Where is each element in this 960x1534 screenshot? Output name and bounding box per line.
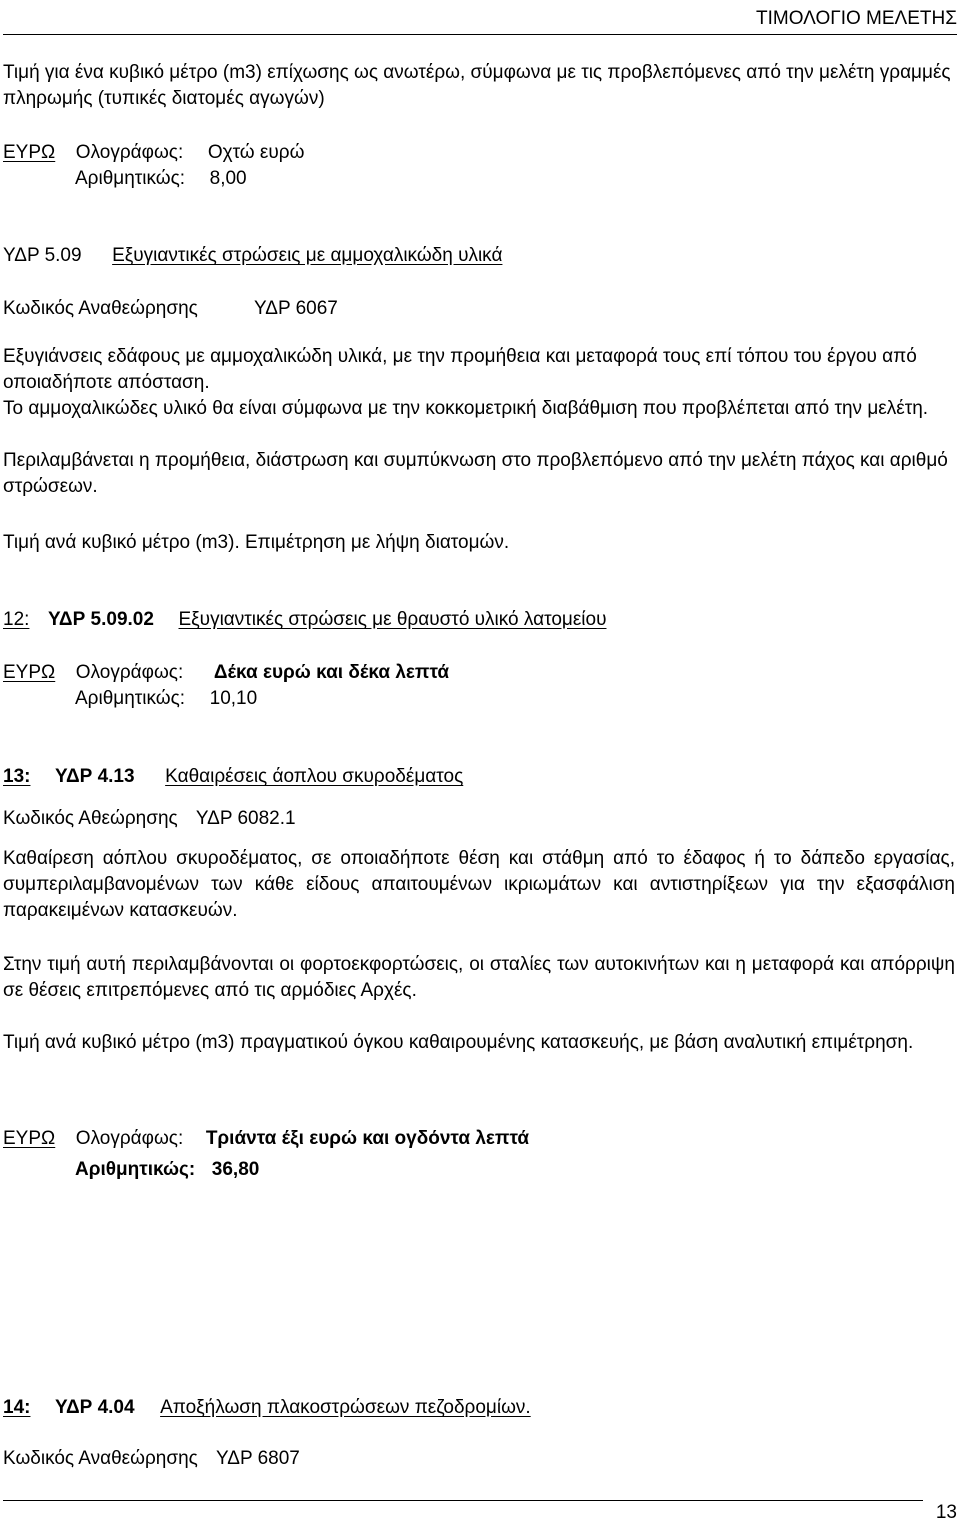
item-heading <box>3 607 606 633</box>
intro-paragraph: Τιμή για ένα κυβικό μέτρο (m3) επίχωσης ως ανωτέρω, σύμφωνα με τις προβλεπόμενες από την μελέτη γραμμές πληρωμής (τυπικές διατομές αγωγών) <box>3 62 951 109</box>
words-label: Ολογράφως: <box>75 662 184 683</box>
revision-label: Κωδικός Αθεώρησης <box>3 808 178 829</box>
revision-code-row <box>3 1446 300 1472</box>
intro-price-words-row <box>3 140 304 166</box>
paragraph: Περιλαμβάνεται η προμήθεια, διάστρωση και συμπύκνωση στο προβλεπόμενο από την μελέτη πάχος και αριθμό στρώσεων. <box>3 450 948 497</box>
revision-code: ΥΔΡ 6807 <box>216 1448 300 1469</box>
words-label: Ολογράφως: <box>75 142 184 163</box>
section-code: ΥΔΡ 5.09 <box>3 245 82 266</box>
price-digits: 10,10 <box>209 688 258 709</box>
item-number: 14: <box>3 1397 31 1418</box>
digits-label: Αριθμητικώς: <box>75 1159 196 1180</box>
price-digits: 8,00 <box>209 168 247 189</box>
revision-label: Κωδικός Αναθεώρησης <box>3 1448 198 1469</box>
digits-label: Αριθμητικώς: <box>75 168 186 189</box>
paragraph: Το αμμοχαλικώδες υλικό θα είναι σύμφωνα με την κοκκομετρική διαβάθμιση που προβλέπεται από την μελέτη. <box>3 398 929 419</box>
section-heading <box>3 243 502 269</box>
section-title: Εξυγιαντικές στρώσεις με αμμοχαλικώδη υλικά <box>112 245 503 266</box>
header-divider <box>3 34 957 35</box>
price-digits: 36,80 <box>211 1159 260 1180</box>
euro-label: ΕΥΡΩ <box>3 142 56 163</box>
item-number: 12: <box>3 609 30 630</box>
page-number: 13 <box>935 1502 957 1523</box>
paragraph: Εξυγιάνσεις εδάφους με αμμοχαλικώδη υλικά, με την προμήθεια και μεταφορά τους επί τόπου του έργου από οποιαδήποτε απόσταση. <box>3 346 917 393</box>
revision-code: ΥΔΡ 6082.1 <box>195 808 296 829</box>
price-words: Οχτώ ευρώ <box>207 142 305 163</box>
revision-code: ΥΔΡ 6067 <box>254 298 338 319</box>
document-header-title: ΤΙΜΟΛΟΓΙΟ ΜΕΛΕΤΗΣ <box>756 8 957 29</box>
intro-price-digits-row <box>75 166 247 192</box>
revision-code-row <box>3 806 296 832</box>
price-words-row <box>3 660 449 686</box>
revision-label: Κωδικός Αναθεώρησης <box>3 298 198 319</box>
item-code: ΥΔΡ 4.13 <box>55 766 135 787</box>
item-heading <box>3 1395 531 1421</box>
item-title: Εξυγιαντικές στρώσεις με θραυστό υλικό λατομείου <box>178 609 607 630</box>
euro-label: ΕΥΡΩ <box>3 1128 56 1149</box>
paragraph: Καθαίρεση αόπλου σκυροδέματος, σε οποιαδήποτε θέση και στάθμη από το έδαφος ή το δάπεδο εργασίας, συμπεριλαμβανομένων των κάθε είδους απαιτουμένων ικριωμάτων και αντιστηρίξεων για την εξασφάλιση παρακειμένων κατασκευών. <box>3 848 955 921</box>
price-digits-row <box>75 686 257 712</box>
digits-label: Αριθμητικώς: <box>75 688 186 709</box>
words-label: Ολογράφως: <box>75 1128 184 1149</box>
item-code: ΥΔΡ 5.09.02 <box>47 609 154 630</box>
revision-code-row <box>3 296 338 322</box>
paragraph: Τιμή ανά κυβικό μέτρο (m3) πραγματικού όγκου καθαιρουμένης κατασκευής, με βάση αναλυτική επιμέτρηση. <box>3 1032 914 1053</box>
paragraph: Στην τιμή αυτή περιλαμβάνονται οι φορτοεκφορτώσεις, οι σταλίες των αυτοκινήτων και η μεταφορά και απόρριψη σε θέσεις επιτρεπόμενες από τις αρμόδιες Αρχές. <box>3 954 955 1001</box>
item-number: 13: <box>3 766 31 787</box>
price-words-row <box>3 1126 529 1152</box>
item-title: Αποξήλωση πλακοστρώσεων πεζοδρομίων. <box>160 1397 531 1418</box>
item-heading <box>3 764 463 790</box>
price-digits-row <box>75 1157 259 1183</box>
paragraph: Τιμή ανά κυβικό μέτρο (m3). Επιμέτρηση με λήψη διατομών. <box>3 532 510 553</box>
price-words: Δέκα ευρώ και δέκα λεπτά <box>213 662 450 683</box>
footer-divider <box>3 1500 923 1501</box>
euro-label: ΕΥΡΩ <box>3 662 56 683</box>
item-code: ΥΔΡ 4.04 <box>55 1397 135 1418</box>
price-words: Τριάντα έξι ευρώ και ογδόντα λεπτά <box>205 1128 530 1149</box>
item-title: Καθαιρέσεις άοπλου σκυροδέματος <box>165 766 464 787</box>
